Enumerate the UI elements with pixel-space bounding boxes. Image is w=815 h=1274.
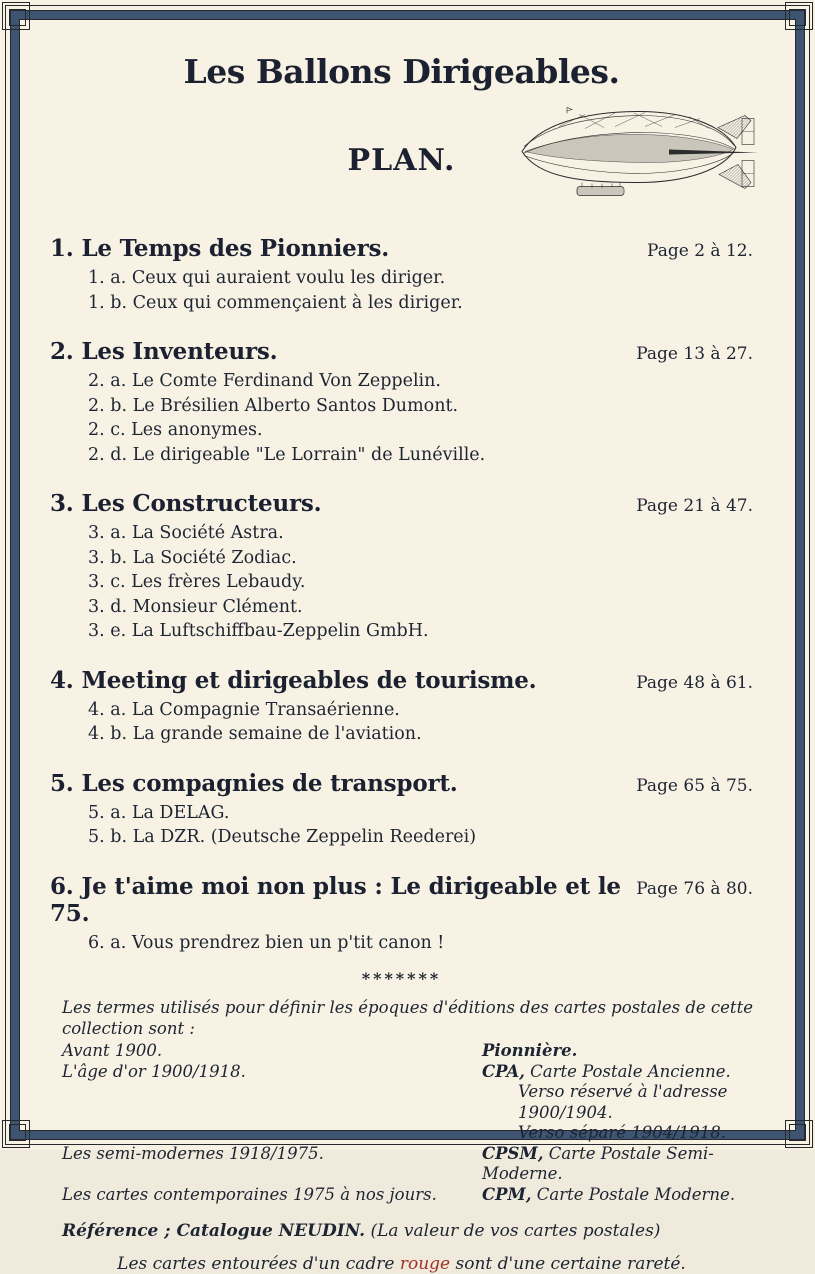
toc-section [50, 338, 753, 467]
toc-item: 3. d. Monsieur Clément. [88, 596, 303, 617]
glossary-row [62, 1082, 753, 1123]
glossary-term: CPM, [482, 1184, 532, 1204]
glossary-definition [482, 1041, 753, 1062]
toc-section [50, 490, 753, 644]
glossary-desc: Carte Postale Moderne. [531, 1184, 736, 1204]
asterisk-separator: ******* [361, 969, 442, 988]
glossary-definition [482, 1082, 753, 1123]
section-items [88, 801, 753, 850]
section-items [88, 266, 753, 315]
glossary [50, 998, 753, 1205]
section-items [88, 369, 753, 467]
airship-icon [519, 105, 759, 201]
glossary-row [62, 1123, 753, 1144]
toc-item: 5. a. La DELAG. [88, 802, 230, 823]
glossary-row [62, 1041, 753, 1062]
glossary-era: Les semi-modernes 1918/1975. [62, 1143, 324, 1163]
glossary-desc: Verso séparé 1904/1918. [518, 1123, 727, 1142]
note-text-pre: Les cartes entourées d'un cadre [117, 1254, 400, 1274]
glossary-term: Pionnière. [482, 1041, 578, 1060]
glossary-term: CPA, [482, 1061, 525, 1081]
section-page-range: Page 13 à 27. [636, 344, 753, 364]
section-title-text: Les Inventeurs. [81, 338, 278, 365]
glossary-definition [482, 1062, 753, 1083]
glossary-row [62, 1185, 753, 1206]
section-head [50, 338, 753, 365]
glossary-desc: Carte Postale Ancienne. [524, 1061, 731, 1081]
section-title-text: Meeting et dirigeables de tourisme. [81, 666, 537, 694]
section-title-text: Je t'aime moi non plus : Le dirigeable et le 75. [50, 872, 621, 927]
section-page-range: Page 21 à 47. [636, 496, 753, 516]
section-number: 1. [50, 235, 74, 262]
toc-item: 2. a. Le Comte Ferdinand Von Zeppelin. [88, 371, 441, 391]
section-number: 5. [50, 769, 74, 797]
section-page-range: Page 65 à 75. [636, 775, 753, 796]
section-head [50, 490, 753, 517]
section-page-range: Page 2 à 12. [647, 241, 753, 261]
section-items [88, 521, 753, 644]
toc-item: 5. b. La DZR. (Deutsche Zeppelin Reederei) [88, 827, 477, 847]
toc-item: 3. a. La Société Astra. [88, 523, 284, 543]
section-number: 6. [50, 872, 74, 900]
section-items [88, 931, 753, 956]
section-page-range: Page 76 à 80. [636, 878, 753, 899]
section-number: 4. [50, 666, 74, 694]
plan-header-row [50, 91, 753, 209]
glossary-term: CPSM, [482, 1143, 544, 1163]
section-title-text: Les compagnies de transport. [81, 769, 458, 797]
toc-section [50, 770, 753, 850]
glossary-intro: Les termes utilisés pour définir les époques d'éditions des cartes postales de cette collection sont : [62, 998, 753, 1038]
reference-detail: (La valeur de vos cartes postales) [365, 1221, 661, 1241]
section-head [50, 667, 753, 694]
toc-section [50, 667, 753, 747]
section-title [50, 338, 277, 365]
section-items [88, 698, 753, 747]
section-head [50, 235, 753, 262]
glossary-definition [482, 1123, 753, 1144]
glossary-era: Les cartes contemporaines 1975 à nos jours. [62, 1184, 437, 1204]
toc-section [50, 235, 753, 315]
glossary-era: Avant 1900. [62, 1041, 163, 1060]
toc-item: 1. b. Ceux qui commençaient à les diriger. [88, 292, 463, 313]
page-title: Les Ballons Dirigeables. [183, 52, 620, 91]
note-text-post: sont d'une certaine rareté. [450, 1254, 686, 1274]
toc-item: 6. a. Vous prendrez bien un p'tit canon ! [88, 932, 445, 953]
toc-item: 2. d. Le dirigeable "Le Lorrain" de Lunéville. [88, 444, 486, 465]
reference-line [62, 1221, 753, 1241]
toc-item: 3. b. La Société Zodiac. [88, 547, 297, 568]
table-of-contents [50, 235, 753, 955]
rarity-note [50, 1254, 753, 1274]
section-number: 3. [50, 490, 74, 517]
section-page-range: Page 48 à 61. [636, 672, 753, 693]
glossary-row [62, 1062, 753, 1083]
reference-label: Référence ; Catalogue NEUDIN. [62, 1221, 366, 1241]
section-title-text: Le Temps des Pionniers. [81, 235, 390, 262]
glossary-desc: Verso réservé à l'adresse 1900/1904. [518, 1082, 728, 1122]
page-content [20, 20, 795, 1274]
section-title [50, 235, 389, 262]
glossary-era [62, 1123, 482, 1144]
section-title [50, 490, 321, 517]
toc-item: 3. e. La Luftschiffbau-Zeppelin GmbH. [88, 621, 429, 641]
section-title [50, 770, 458, 797]
section-title [50, 873, 636, 927]
section-title [50, 667, 537, 694]
toc-item: 4. b. La grande semaine de l'aviation. [88, 724, 422, 744]
section-title-text: Les Constructeurs. [81, 490, 322, 517]
glossary-era [62, 1082, 482, 1123]
note-highlight-rouge: rouge [399, 1254, 451, 1274]
toc-item: 4. a. La Compagnie Transaérienne. [88, 699, 400, 720]
toc-item: 2. c. Les anonymes. [88, 420, 263, 440]
toc-item: 3. c. Les frères Lebaudy. [88, 572, 306, 592]
section-head [50, 770, 753, 797]
section-head [50, 873, 753, 927]
toc-item: 2. b. Le Brésilien Alberto Santos Dumont. [88, 395, 459, 416]
glossary-desc: Carte Postale Semi-Moderne. [482, 1143, 714, 1183]
toc-item: 1. a. Ceux qui auraient voulu les diriger. [88, 268, 446, 288]
plan-heading: PLAN. [347, 143, 456, 178]
section-number: 2. [50, 338, 74, 365]
glossary-era: L'âge d'or 1900/1918. [62, 1061, 246, 1081]
toc-section [50, 873, 753, 956]
glossary-definition [482, 1185, 753, 1206]
